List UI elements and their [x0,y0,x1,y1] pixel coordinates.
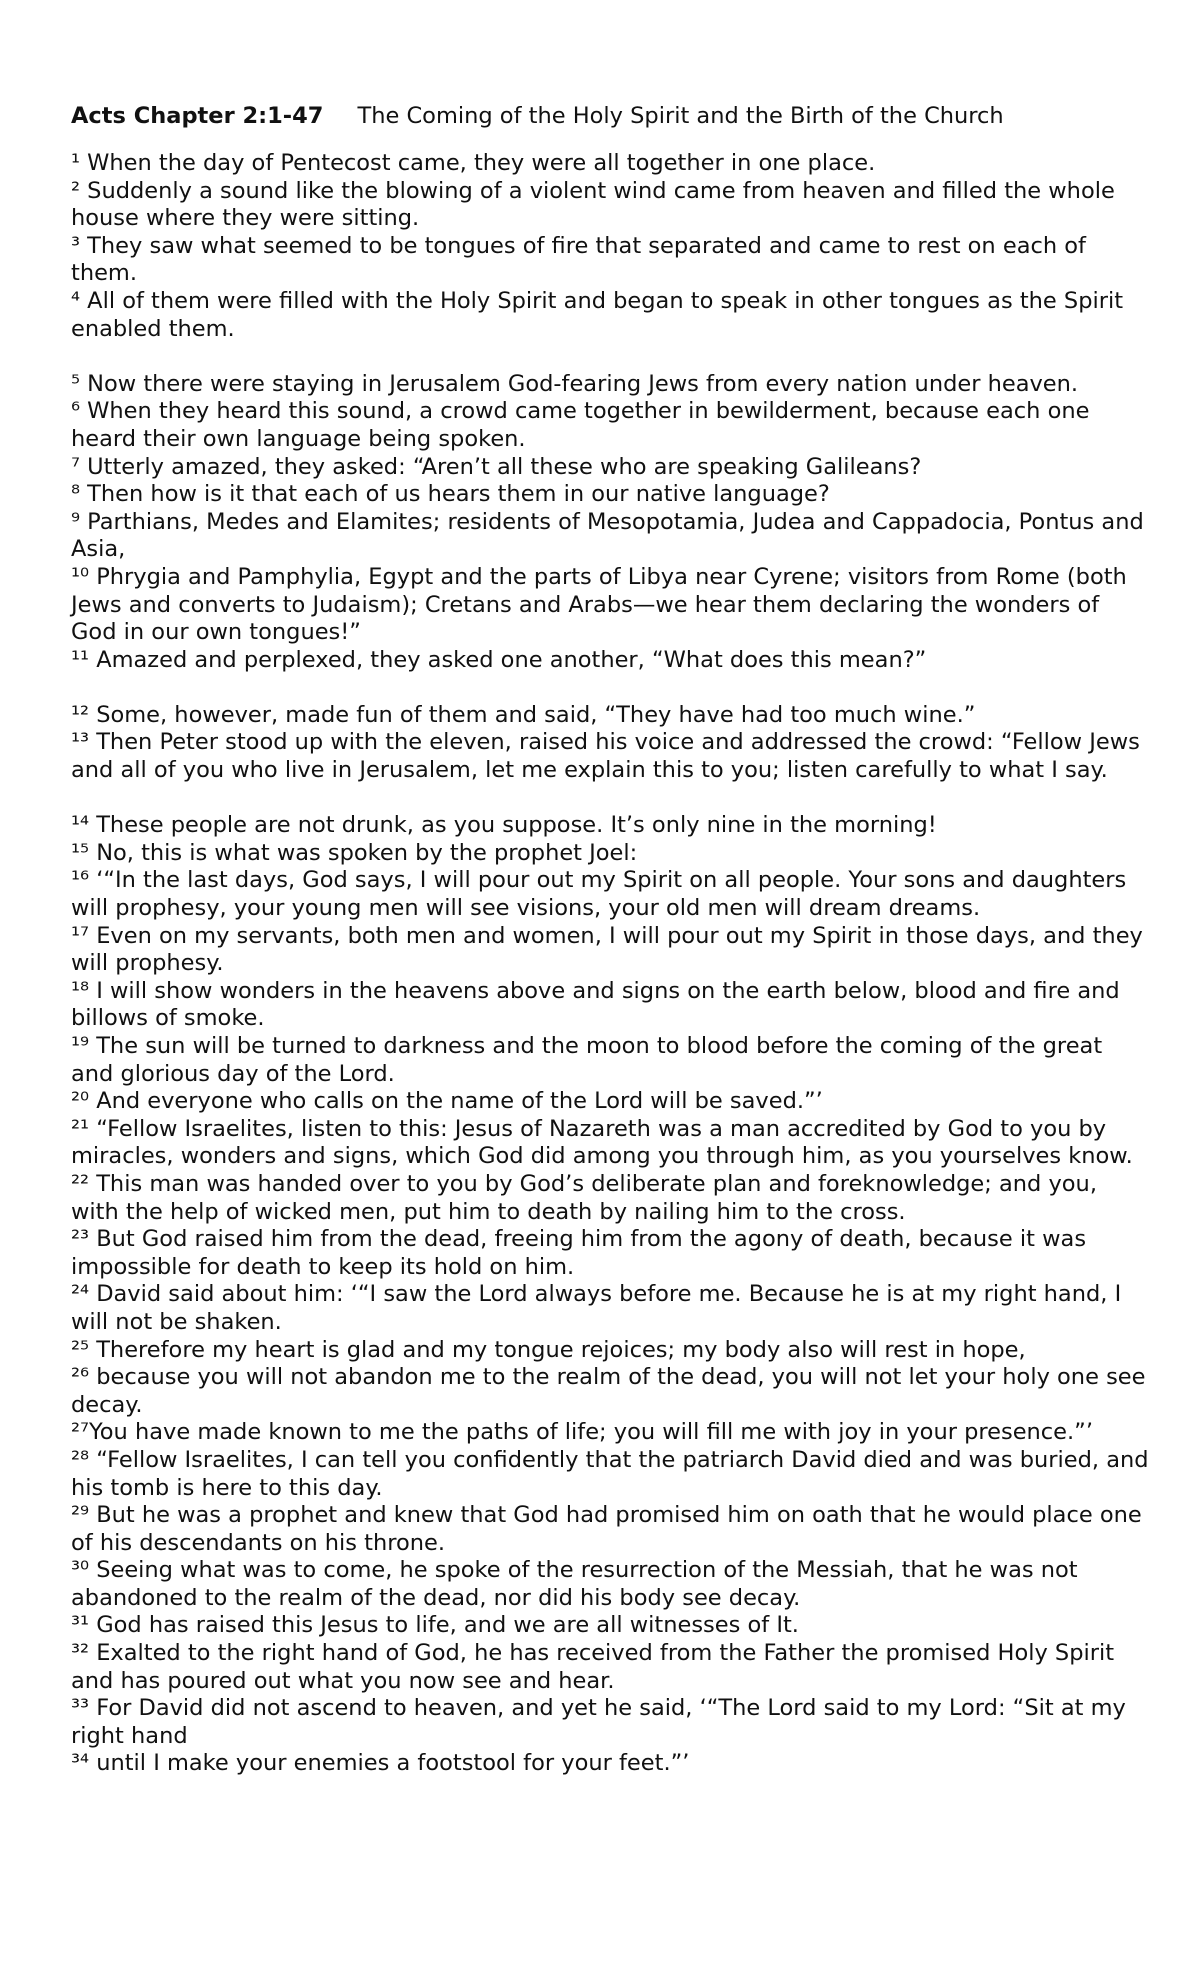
verse-3: ³ They saw what seemed to be tongues of fire that separated and came to rest on each of them. [71,232,1086,287]
verse-25: ²⁵ Therefore my heart is glad and my tongue rejoices; my body also will rest in hope, [71,1336,1026,1363]
verse-5: ⁵ Now there were staying in Jerusalem God-fearing Jews from every nation under heaven. [71,370,1079,397]
verse-list [71,150,1151,1778]
verse-15: ¹⁵ No, this is what was spoken by the prophet Joel: [71,839,638,866]
verse-20: ²⁰ And everyone who calls on the name of the Lord will be saved.”’ [71,1088,823,1115]
verse-18: ¹⁸ I will show wonders in the heavens above and signs on the earth below, blood and fire and billows of smoke. [71,977,1120,1032]
chapter-title: The Coming of the Holy Spirit and the Birth of the Church [357,103,1004,129]
verse-32: ³² Exalted to the right hand of God, he has received from the Father the promised Holy Spirit and has poured out what you now see and hear. [71,1640,1115,1694]
verse-11: ¹¹ Amazed and perplexed, they asked one another, “What does this mean?” [71,646,927,673]
verse-9: ⁹ Parthians, Medes and Elamites; residents of Mesopotamia, Judea and Cappadocia, Pontus and Asia, [71,508,1144,563]
verse-12: ¹² Some, however, made fun of them and said, “They have had too much wine.” [71,701,976,728]
verse-16: ¹⁶ ‘“In the last days, God says, I will pour out my Spirit on all people. Your sons and daughters will prophesy, your young men will see visions, your old men will dream dreams. [71,867,1127,922]
verse-27: ²⁷You have made known to me the paths of life; you will fill me with joy in your presence.”’ [71,1419,1093,1446]
verse-2: ² Suddenly a sound like the blowing of a violent wind came from heaven and filled the whole house where they were sitting. [71,177,1115,232]
verse-6: ⁶ When they heard this sound, a crowd came together in bewilderment, because each one heard their own language being spoken. [71,398,1090,452]
verse-10: ¹⁰ Phrygia and Pamphylia, Egypt and the parts of Libya near Cyrene; visitors from Rome (both Jews and converts to Judaism); Cretans and Arabs—we hear them declaring the wonders of God in our own tongues!” [71,563,1127,646]
verse-26: ²⁶ because you will not abandon me to the realm of the dead, you will not let your holy one see decay. [71,1364,1146,1418]
verse-23: ²³ But God raised him from the dead, freeing him from the agony of death, because it was impossible for death to keep its hold on him. [71,1226,1087,1280]
verse-14: ¹⁴ These people are not drunk, as you suppose. It’s only nine in the morning! [71,812,937,839]
verse-17: ¹⁷ Even on my servants, both men and women, I will pour out my Spirit in those days, and they will prophesy. [71,922,1143,977]
verse-24: ²⁴ David said about him: ‘“I saw the Lord always before me. Because he is at my right hand, I will not be shaken. [71,1281,1122,1335]
verse-21: ²¹ “Fellow Israelites, listen to this: Jesus of Nazareth was a man accredited by God to you by miracles, wonders and signs, which God did among you through him, as you yourselves know. [71,1115,1133,1170]
chapter-heading [71,100,1151,132]
verse-33: ³³ For David did not ascend to heaven, and yet he said, ‘“The Lord said to my Lord: “Sit at my right hand [71,1695,1126,1749]
verse-7: ⁷ Utterly amazed, they asked: “Aren’t all these who are speaking Galileans? [71,453,922,480]
verse-19: ¹⁹ The sun will be turned to darkness and the moon to blood before the coming of the great and glorious day of the Lord. [71,1033,1103,1087]
verse-8: ⁸ Then how is it that each of us hears them in our native language? [71,481,830,508]
document-page [71,100,1151,1778]
verse-31: ³¹ God has raised this Jesus to life, and we are all witnesses of It. [71,1612,799,1639]
verse-1: ¹ When the day of Pentecost came, they were all together in one place. [71,150,876,176]
verse-22: ²² This man was handed over to you by God’s deliberate plan and foreknowledge; and you, with the help of wicked men, put him to death by nailing him to the cross. [71,1170,1097,1225]
verse-34: ³⁴ until I make your enemies a footstool for your feet.”’ [71,1750,690,1777]
verse-30: ³⁰ Seeing what was to come, he spoke of the resurrection of the Messiah, that he was not abandoned to the realm of the dead, nor did his body see decay. [71,1557,1078,1611]
verse-13: ¹³ Then Peter stood up with the eleven, raised his voice and addressed the crowd: “Fellow Jews and all of you who live in Jerusalem, let me explain this to you; listen carefully to what I say. [71,729,1140,784]
verse-4: ⁴ All of them were filled with the Holy Spirit and began to speak in other tongues as the Spirit enabled them. [71,287,1124,342]
verse-29: ²⁹ But he was a prophet and knew that God had promised him on oath that he would place one of his descendants on his throne. [71,1502,1142,1556]
chapter-reference: Acts Chapter 2:1-47 [71,103,324,129]
verse-28: ²⁸ “Fellow Israelites, I can tell you confidently that the patriarch David died and was buried, and his tomb is here to this day. [71,1446,1149,1501]
